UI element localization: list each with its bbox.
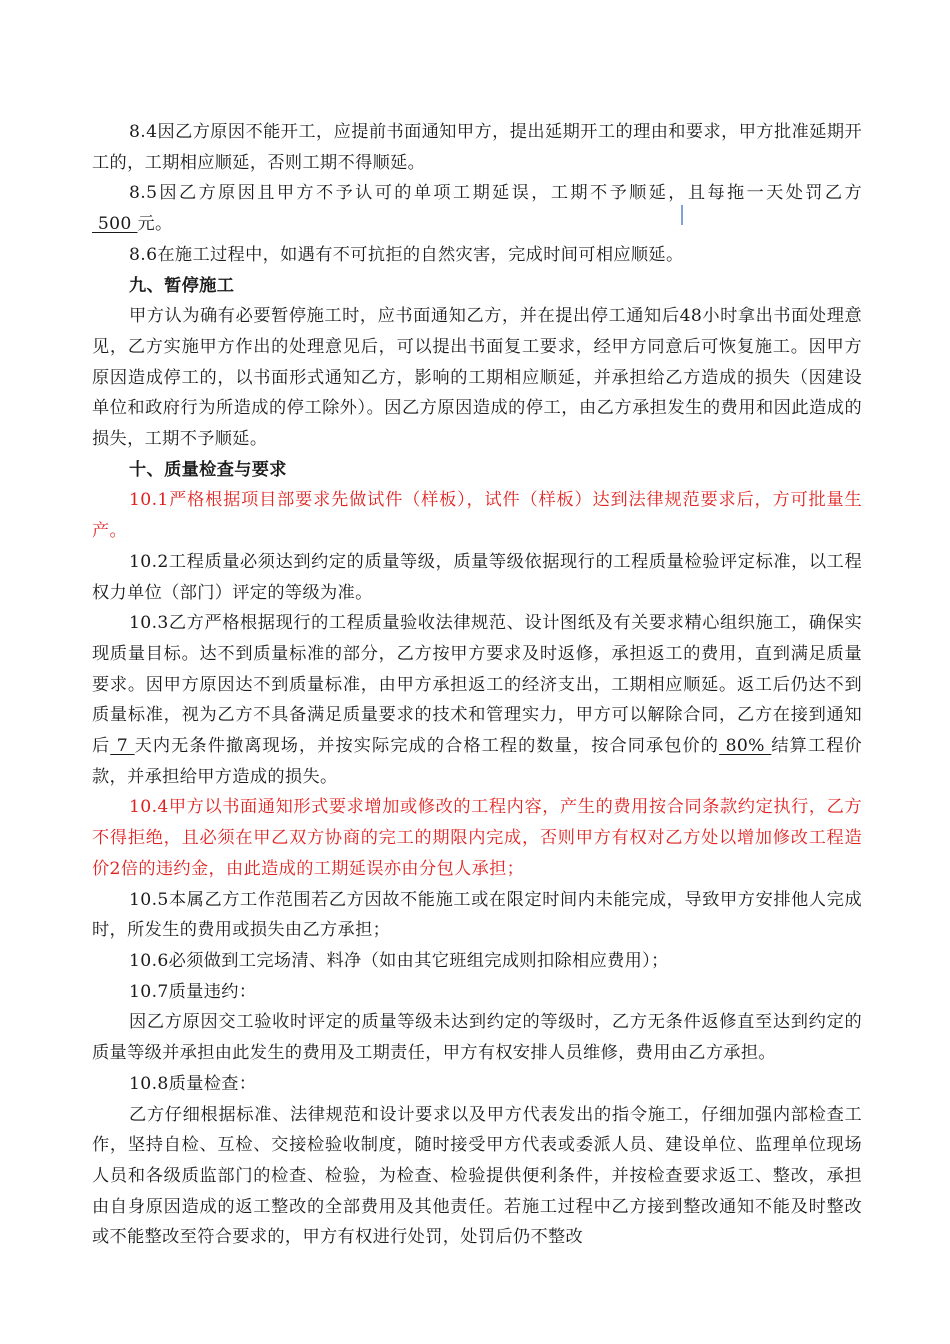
clause-10-5-text: 10.5本属乙方工作范围若乙方因故不能施工或在限定时间内未能完成，导致甲方安排他人完成时，所发生的费用或损失由乙方承担； — [92, 889, 862, 941]
contract-page — [92, 117, 862, 1253]
clause-10-3-text-3: 结算工程价款，并承担给甲方造成的损失。 — [92, 736, 862, 787]
clause-8-6 — [92, 240, 862, 271]
clause-10-7-body — [92, 1007, 862, 1068]
section-10-title: 十、质量检查与要求 — [129, 459, 287, 480]
settlement-percent: 80% — [719, 736, 772, 757]
section-9-text: 甲方认为确有必要暂停施工时，应书面通知乙方，并在提出停工通知后48小时拿出书面处理意见，乙方实施甲方作出的处理意见后，可以提出书面复工要求，经甲方同意后可恢复施工。因甲方原因造成停工的，以书面形式通知乙方，影响的工期相应顺延，并承担给乙方造成的损失（因建设单位和政府行为所造成的停工除外）。因乙方原因造成的停工，由乙方承担发生的费用和因此造成的损失，工期不予顺延。 — [92, 306, 862, 450]
clause-10-8-text: 乙方仔细根据标准、法律规范和设计要求以及甲方代表发出的指令施工，仔细加强内部检查工作，坚持自检、互检、交接检验收制度，随时接受甲方代表或委派人员、建设单位、监理单位现场人员和各级质监部门的检查、检验，为检查、检验提供便利条件，并按检查要求返工、整改，承担由自身原因造成的返工整改的全部费用及其他责任。若施工过程中乙方接到整改通知不能及时整改或不能整改至符合要求的，甲方有权进行处罚，处罚后仍不整改 — [92, 1104, 862, 1248]
section-9-title: 九、暂停施工 — [129, 275, 235, 296]
clause-10-2-text: 10.2工程质量必须达到约定的质量等级，质量等级依据现行的工程质量检验评定标准，以工程权力单位（部门）评定的等级为准。 — [92, 551, 862, 603]
clause-10-6 — [92, 946, 862, 977]
section-9-body — [92, 301, 862, 455]
section-10-heading — [92, 455, 862, 486]
clause-8-5 — [92, 178, 862, 239]
clause-8-4-text: 8.4因乙方原因不能开工，应提前书面通知甲方，提出延期开工的理由和要求，甲方批准延期开工的，工期相应顺延，否则工期不得顺延。 — [92, 122, 862, 173]
clause-10-4 — [92, 792, 862, 884]
clause-8-5-text: 8.5因乙方原因且甲方不予认可的单项工期延误，工期不予顺延，且每拖一天处罚乙方 — [129, 183, 862, 204]
clause-10-5 — [92, 885, 862, 946]
penalty-amount: 500 — [92, 214, 138, 235]
clause-8-5-unit: 元。 — [137, 214, 173, 235]
clause-10-1-text: 10.1严格根据项目部要求先做试件（样板），试件（样板）达到法律规范要求后，方可批量生产。 — [92, 490, 862, 542]
clause-10-3-text-2: 天内无条件撤离现场，并按实际完成的合格工程的数量，按合同承包价的 — [134, 736, 720, 757]
withdrawal-days: 7 — [110, 736, 135, 757]
clause-8-6-text: 8.6在施工过程中，如遇有不可抗拒的自然灾害，完成时间可相应顺延。 — [129, 244, 684, 265]
clause-10-4-text: 10.4甲方以书面通知形式要求增加或修改的工程内容，产生的费用按合同条款约定执行，乙方不得拒绝，且必须在甲乙双方协商的完工的期限内完成，否则甲方有权对乙方处以增加修改工程造价2倍的违约金，由此造成的工期延误亦由分包人承担； — [92, 797, 862, 879]
text-cursor-mark — [681, 205, 683, 225]
clause-10-8-body — [92, 1100, 862, 1254]
clause-10-7-text: 因乙方原因交工验收时评定的质量等级未达到约定的等级时，乙方无条件返修直至达到约定的质量等级并承担由此发生的费用及工期责任，甲方有权安排人员维修，费用由乙方承担。 — [92, 1012, 862, 1064]
clause-10-3 — [92, 608, 862, 792]
clause-10-8 — [92, 1069, 862, 1100]
section-9-heading — [92, 271, 862, 302]
clause-10-8-title: 10.8质量检查： — [129, 1073, 257, 1094]
clause-10-7 — [92, 977, 862, 1008]
clause-10-3-text: 10.3乙方严格根据现行的工程质量验收法律规范、设计图纸及有关要求精心组织施工，确保实现质量目标。达不到质量标准的部分，乙方按甲方要求及时返修，承担返工的费用，直到满足质量要求。因甲方原因达不到质量标准，由甲方承担返工的经济支出，工期相应顺延。返工后仍达不到质量标准，视为乙方不具备满足质量要求的技术和管理实力，甲方可以解除合同，乙方在接到通知后 — [92, 613, 862, 757]
clause-8-4 — [92, 117, 862, 178]
clause-10-2 — [92, 547, 862, 608]
clause-10-7-title: 10.7质量违约： — [129, 981, 257, 1002]
clause-10-6-text: 10.6必须做到工完场清、料净（如由其它班组完成则扣除相应费用）； — [129, 950, 669, 971]
clause-10-1 — [92, 485, 862, 546]
